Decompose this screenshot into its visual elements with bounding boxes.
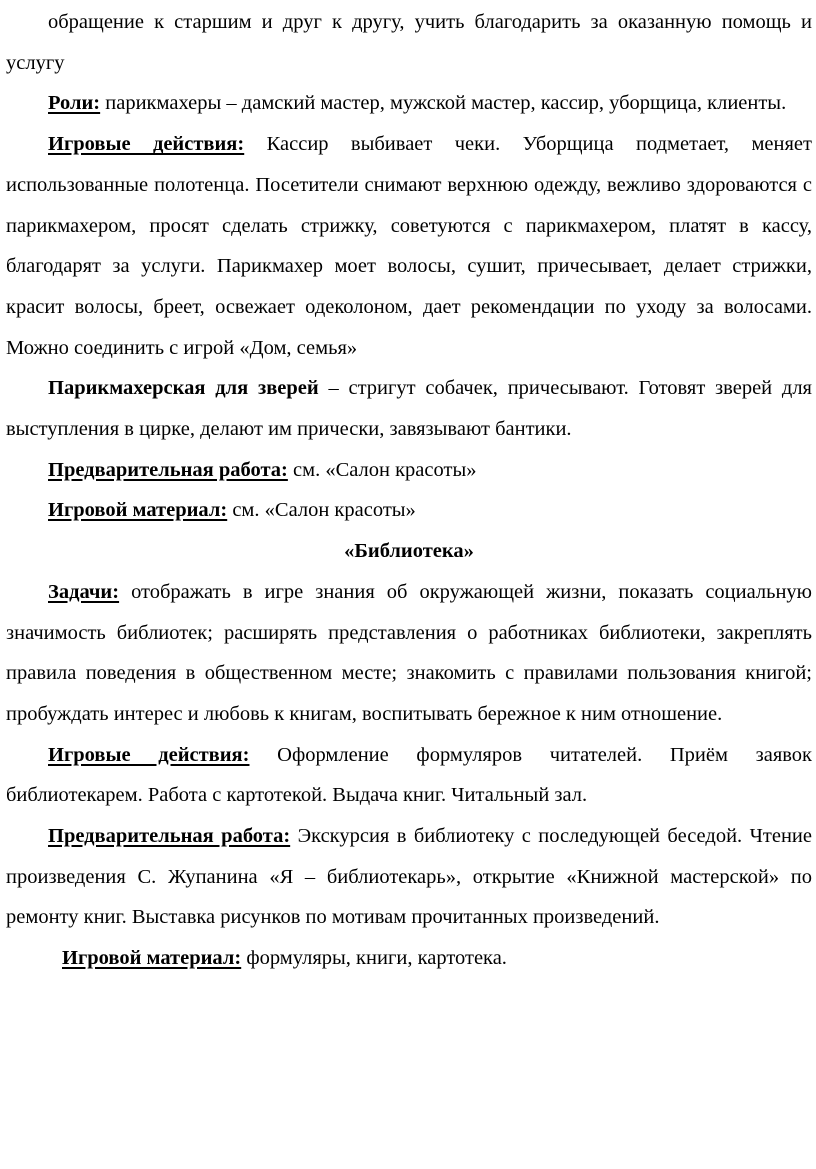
paragraph-roles	[6, 83, 812, 124]
paragraph-preliminary-work-salon	[6, 450, 812, 491]
document-page	[6, 0, 812, 979]
game-material-label: Игровой материал:	[48, 499, 228, 522]
animal-salon-text: – стригут собачек, причесывают. Готовят зверей для выступления в цирке, делают им прически, завязывают бантики.	[6, 377, 812, 441]
roles-text: парикмахеры – дамский мастер, мужской мастер, кассир, уборщица, клиенты.	[100, 92, 787, 115]
paragraph-intro-text: обращение к старшим и друг к другу, учить благодарить за оказанную помощь и услугу	[6, 11, 812, 74]
tasks-label: Задачи:	[48, 580, 120, 603]
library-preliminary-work-text: Экскурсия в библиотеку с последующей беседой. Чтение произведения С. Жупанина «Я – библиотекарь», открытие «Книжной мастерской» по ремонту книг. Выставка рисунков по мотивам прочитанных произведений.	[6, 825, 812, 929]
roles-label: Роли:	[48, 92, 101, 115]
preliminary-work-label: Предварительная работа:	[48, 458, 288, 481]
paragraph-game-material-salon	[6, 490, 812, 531]
paragraph-game-actions-library	[6, 735, 812, 816]
paragraph-intro	[6, 2, 812, 83]
paragraph-preliminary-work-library	[6, 816, 812, 938]
paragraph-animal-salon	[6, 368, 812, 449]
library-game-material-label: Игровой материал:	[62, 947, 242, 970]
paragraph-game-material-library	[6, 938, 812, 979]
animal-salon-title: Парикмахерская для зверей	[48, 377, 319, 400]
preliminary-work-text: см. «Салон красоты»	[287, 458, 477, 481]
library-game-actions-label: Игровые действия:	[48, 743, 250, 766]
library-game-actions-text: Оформление формуляров читателей. Приём заявок библиотекарем. Работа с картотекой. Выдача книг. Читальный зал.	[6, 743, 813, 807]
game-material-text: см. «Салон красоты»	[227, 499, 416, 522]
library-preliminary-work-label: Предварительная работа:	[48, 825, 291, 848]
paragraph-game-actions-salon	[6, 124, 812, 368]
game-actions-label: Игровые действия:	[48, 133, 245, 156]
tasks-text: отображать в игре знания об окружающей жизни, показать социальную значимость библиотек; расширять представления о работниках библиотеки, закреплять правила поведения в общественном месте; знакомить с правилами пользования книгой; пробуждать интерес и любовь к книгам, воспитывать бережное к ним отношение.	[6, 580, 812, 725]
paragraph-tasks-library	[6, 572, 812, 735]
library-game-material-text: формуляры, книги, картотека.	[241, 947, 507, 970]
game-actions-text: Кассир выбивает чеки. Уборщица подметает, меняет использованные полотенца. Посетители снимают верхнюю одежду, вежливо здороваются с парикмахером, просят сделать стрижку, советуются с парикмахером, платят в кассу, благодарят за услуги. Парикмахер моет волосы, сушит, причесывает, делает стрижки, красит волосы, бреет, освежает одеколоном, дает рекомендации по уходу за волосами. Можно соединить с игрой «Дом, семья»	[6, 133, 812, 359]
section-heading-library: «Библиотека»	[344, 540, 474, 563]
